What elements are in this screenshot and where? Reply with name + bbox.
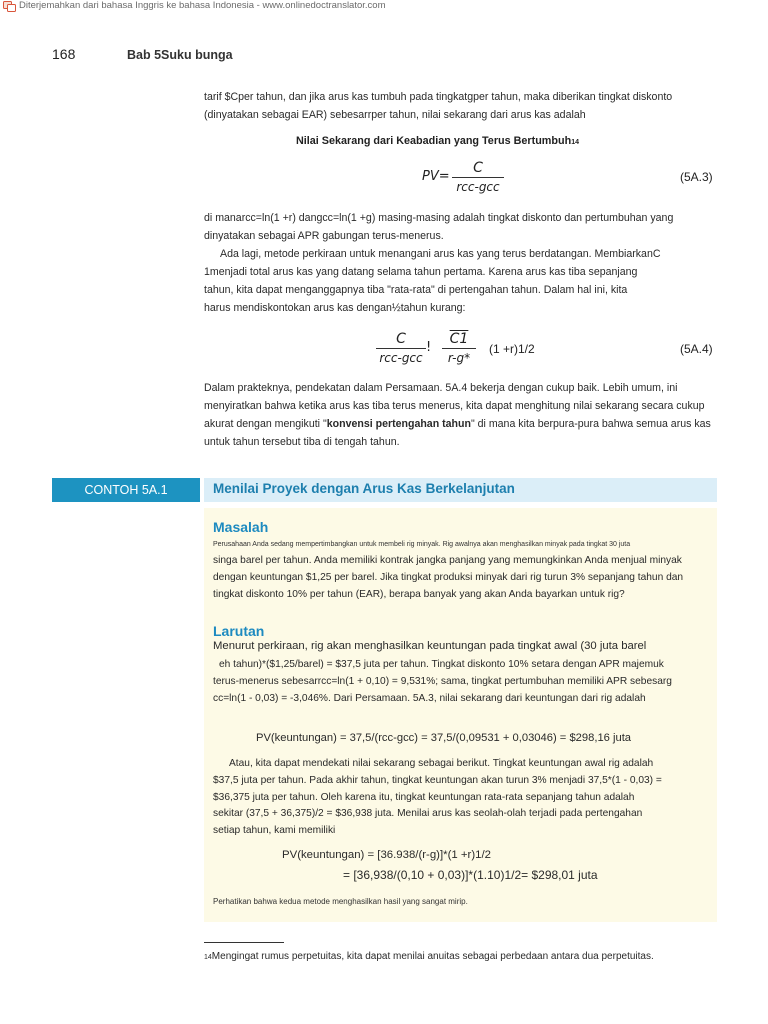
alt-line-5: setiap tahun, kami memiliki (213, 825, 336, 836)
translator-link[interactable]: Diterjemahkan dari bahasa Inggris ke bahasa Indonesia - www.onlinedoctranslator.com (19, 0, 386, 11)
para2-line-5: tahun, kita dapat menganggapnya tiba "rata-rata" di pertengahan tahun. Dalam hal ini, kita (204, 284, 628, 296)
eq1-denominator: rcc-gcc (452, 177, 504, 195)
intro-line-1: tarif $Cper tahun, dan jika arus kas tumbuh pada tingkatgper tahun, maka diberikan tingkat diskonto (204, 91, 673, 103)
para3-line-1: Dalam prakteknya, pendekatan dalam Persamaan. 5A.4 bekerja dengan cukup baik. Lebih umum, ini (204, 382, 678, 394)
eq2-numerator-2: C1 (449, 331, 469, 347)
footnote-divider (204, 942, 284, 943)
eq1-lhs: PV= (422, 169, 450, 184)
alt-line-1: Atau, kita dapat mendekati nilai sekarang sebagai berikut. Tingkat keuntungan awal rig adalah (229, 758, 654, 769)
footnote-marker: 14 (571, 139, 579, 146)
eq1-fraction (452, 159, 504, 195)
example-tag: CONTOH 5A.1 (52, 478, 200, 502)
intro-line-2: (dinyatakan sebagai EAR) sebesarrper tahun, nilai sekarang dari arus kas adalah (204, 109, 586, 121)
para3-line-4: untuk tahun tersebut tiba di tengah tahun. (204, 436, 400, 448)
problem-small-text: Perusahaan Anda sedang mempertimbangkan untuk membeli rig minyak. Rig awalnya akan menghasilkan minyak pada tingkat 30 juta (213, 541, 631, 548)
footnote (204, 951, 654, 962)
eq2-factor: (1 +r)1/2 (489, 342, 535, 356)
section-title-text: Nilai Sekarang dari Keabadian yang Terus Bertumbuh (296, 135, 572, 147)
para2-line-3: Ada lagi, metode perkiraan untuk menangani arus kas yang terus berdatangan. MembiarkanC (220, 248, 661, 260)
solution-line-3: cc=ln(1 - 0,03) = -3,046%. Dari Persamaan. 5A.3, nilai sekarang dari keuntungan dari rig adalah (213, 693, 646, 704)
example-title: Menilai Proyek dengan Arus Kas Berkelanjutan (213, 481, 515, 496)
footnote-text: Mengingat rumus perpetuitas, kita dapat menilai anuitas sebagai perbedaan antara dua perpetuitas. (211, 951, 654, 962)
pv-equation: PV(keuntungan) = 37,5/(rcc-gcc) = 37,5/(0,09531 + 0,03046) = $298,16 juta (256, 732, 632, 744)
bold-term: konvensi pertengahan tahun (326, 418, 471, 430)
section-title (296, 135, 579, 147)
eq2-fraction-1 (376, 330, 426, 366)
solution-line-1: eh tahun)*($1,25/barel) = $37,5 juta per tahun. Tingkat diskonto 10% setara dengan APR majemuk (219, 659, 664, 670)
alt-line-4: sekitar (37,5 + 36,375)/2 = $36,938 juta. Menilai arus kas seolah-olah terjadi pada pertengahan (213, 808, 643, 819)
pv-line-1: PV(keuntungan) = [36.938/(r-g)]*(1 +r)1/2 (282, 849, 491, 861)
alt-line-3: $36,375 juta per tahun. Oleh karena itu, tingkat keuntungan rata-rata sepanjang tahun adalah (213, 792, 635, 803)
eq2-label: (5A.4) (680, 342, 713, 356)
para3-line-3-end: " di mana kita berpura-pura bahwa semua arus kas (470, 418, 711, 430)
chapter-label: Bab 5 (127, 48, 162, 62)
para2-line-1: di manarcc=ln(1 +r) dangcc=ln(1 +g) masing-masing adalah tingkat diskonto dan pertumbuhan yang (204, 212, 674, 224)
page-number: 168 (52, 46, 76, 62)
eq2-denominator-1: rcc-gcc (376, 348, 426, 366)
eq2-fraction-2 (442, 330, 476, 366)
alt-line-2: $37,5 juta per tahun. Pada akhir tahun, tingkat keuntungan akan turun 3% menjadi 37,5*(1 - 0,03) = (213, 775, 662, 786)
problem-line-2: dengan keuntungan $1,25 per barel. Jika tingkat produksi minyak dari rig turun 3% sepanjang tahun dan (213, 572, 684, 583)
eq2-numerator-1: C (396, 331, 406, 347)
para3-line-3 (204, 415, 711, 433)
eq1-label: (5A.3) (680, 170, 713, 184)
eq2-denominator-2: r-g* (442, 348, 476, 366)
para3-line-2: menyiratkan bahwa ketika arus kas tiba terus menerus, kita dapat menghitung nilai sekarang secara cukup (204, 400, 705, 412)
chapter-heading (127, 48, 233, 62)
footnote-mark: 14 (204, 954, 212, 961)
solution-heading: Larutan (213, 623, 265, 639)
pv-line-2: = [36,938/(0,10 + 0,03)]*(1.10)1/2= $298,01 juta (343, 868, 598, 882)
translator-bar (0, 0, 768, 14)
chapter-title: Suku bunga (161, 48, 233, 62)
para3-line-3-start: akurat dengan mengikuti " (204, 418, 327, 430)
problem-line-1: singa barel per tahun. Anda memiliki kontrak jangka panjang yang memungkinkan Anda menjual minyak (213, 555, 682, 566)
problem-heading: Masalah (213, 519, 269, 535)
eq1-numerator: C (473, 160, 483, 176)
solution-lead: Menurut perkiraan, rig akan menghasilkan keuntungan pada tingkat awal (30 juta barel (213, 640, 647, 652)
para2-line-2: dinyatakan sebagai APR gabungan terus-menerus. (204, 230, 444, 242)
para2-line-6: harus mendiskontokan arus kas dengan½tahun kurang: (204, 302, 466, 314)
eq2-approx-sign: ! (426, 340, 432, 355)
translator-icon (3, 1, 16, 12)
problem-line-3: tingkat diskonto 10% per tahun (EAR), berapa banyak yang akan Anda bayarkan untuk rig? (213, 589, 625, 600)
para2-line-4: 1menjadi total arus kas yang datang selama tahun pertama. Karena arus kas tiba sepanjang (204, 266, 638, 278)
example-note: Perhatikan bahwa kedua metode menghasilkan hasil yang sangat mirip. (213, 897, 468, 906)
solution-line-2: terus-menerus sebesarrcc=ln(1 + 0,10) = 9,531%; sama, tingkat pertumbuhan memiliki APR sebesarg (213, 676, 672, 687)
